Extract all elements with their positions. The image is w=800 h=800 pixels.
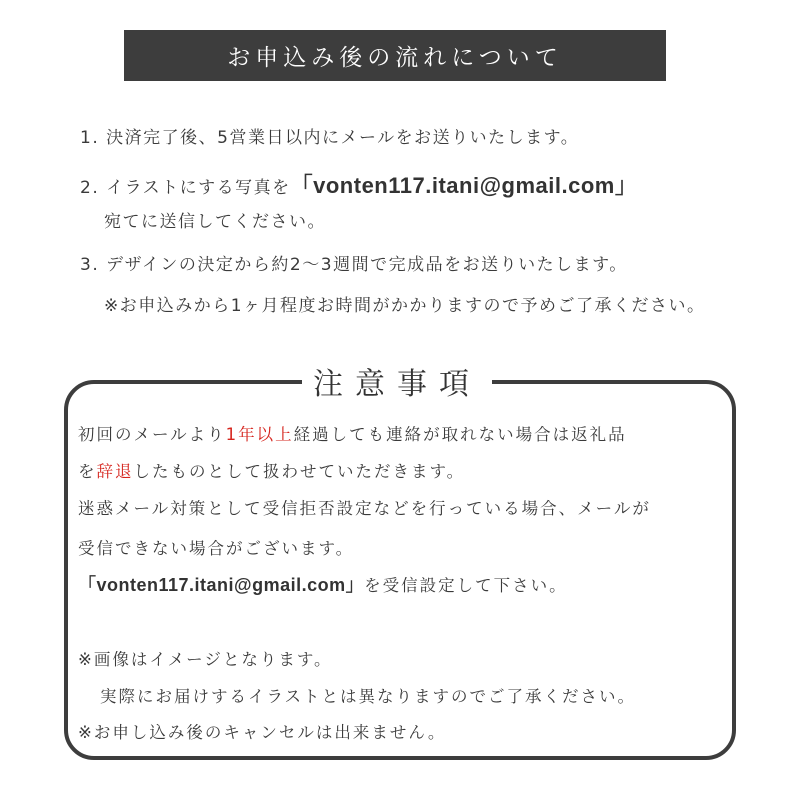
notice-line-3: 迷惑メール対策として受信拒否設定などを行っている場合、メールが (78, 499, 651, 518)
notice-highlight-decline: 辞退 (96, 462, 134, 481)
notice-highlight-1year: 1年以上 (225, 425, 294, 444)
notice-line-2 (78, 458, 465, 482)
notice-line-2-b: したものとして扱わせていただきます。 (133, 462, 466, 481)
step-2-email: 「vonten117.itani@gmail.com」 (290, 173, 638, 198)
step-3: 3. デザインの決定から約2～3週間で完成品をお送りいたします。 (80, 255, 628, 275)
notice-title: 注意事項 (302, 356, 492, 406)
notice-line-1-a: 初回のメールより (78, 425, 226, 444)
notice-line-5 (78, 571, 568, 597)
step-3-note: ※お申込みから1ヶ月程度お時間がかかりますので予めご了承ください。 (104, 296, 706, 316)
notice-line-5-b: を受信設定して下さい。 (364, 576, 568, 595)
section-title-bar (124, 30, 666, 81)
step-2-line2: 宛てに送信してください。 (104, 212, 326, 232)
notice-line-4: 受信できない場合がございます。 (78, 539, 355, 558)
notice-line-1-b: 経過しても連絡が取れない場合は返礼品 (293, 425, 627, 444)
notice-line-6: ※画像はイメージとなります。 (78, 650, 333, 669)
step-1: 1. 決済完了後、5営業日以内にメールをお送りいたします。 (80, 128, 580, 148)
notice-line-2-a: を (78, 462, 97, 481)
notice-email: 「vonten117.itani@gmail.com」 (78, 575, 365, 595)
step-2 (80, 169, 637, 200)
notice-line-7: 実際にお届けするイラストとは異なりますのでご了承ください。 (100, 687, 637, 706)
notice-line-8: ※お申し込み後のキャンセルは出来ません。 (78, 723, 447, 742)
notice-line-1 (78, 421, 627, 445)
step-2-text: 2. イラストにする写真を (80, 178, 291, 198)
section-title: お申込み後の流れについて (227, 45, 563, 71)
